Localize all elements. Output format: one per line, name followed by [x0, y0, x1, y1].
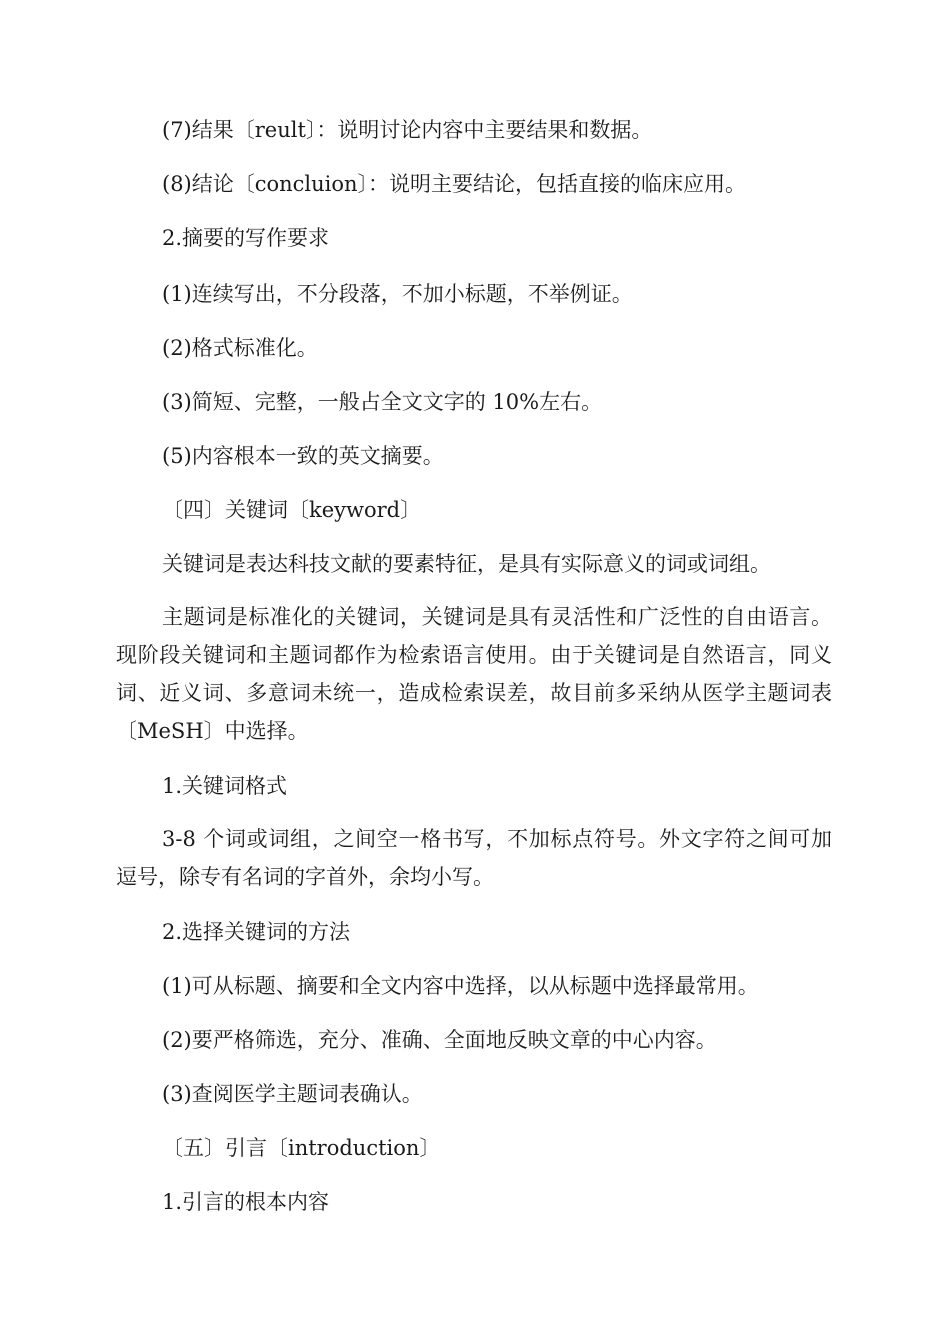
section-introduction-heading: 〔五〕引言〔introduction〕 [162, 1136, 441, 1160]
heading-keyword-method: 2.选择关键词的方法 [162, 920, 351, 944]
keywords-definition: 关键词是表达科技文献的要素特征，是具有实际意义的词或词组。 [162, 552, 771, 576]
section-keywords-heading: 〔四〕关键词〔keyword〕 [162, 498, 422, 522]
heading-keyword-format: 1.关键词格式 [162, 774, 288, 798]
heading-abstract-requirements: 2.摘要的写作要求 [162, 226, 330, 250]
method-2: (2)要严格筛选，充分、准确、全面地反映文章的中心内容。 [162, 1028, 717, 1052]
requirement-5: (5)内容根本一致的英文摘要。 [162, 444, 444, 468]
requirement-1: (1)连续写出，不分段落，不加小标题，不举例证。 [162, 282, 633, 306]
heading-introduction-content: 1.引言的根本内容 [162, 1190, 330, 1214]
method-3: (3)查阅医学主题词表确认。 [162, 1082, 423, 1106]
requirement-2: (2)格式标准化。 [162, 336, 318, 360]
item-conclusion: (8)结论〔concluion〕：说明主要结论，包括直接的临床应用。 [162, 172, 747, 196]
requirement-3: (3)简短、完整，一般占全文文字的 10%左右。 [162, 390, 603, 414]
item-results: (7)结果〔reult〕：说明讨论内容中主要结果和数据。 [162, 118, 653, 142]
method-1: (1)可从标题、摘要和全文内容中选择，以从标题中选择最常用。 [162, 974, 759, 998]
paragraph-keyword-format: 3-8 个词或词组，之间空一格书写，不加标点符号。外文字符之间可加逗号，除专有名词的字首外，余均小写。 [116, 827, 832, 889]
paragraph-mesh: 主题词是标准化的关键词，关键词是具有灵活性和广泛性的自由语言。现阶段关键词和主题词都作为检索语言使用。由于关键词是自然语言，同义词、近义词、多意词未统一，造成检索误差，故目前多采纳从医学主题词表〔MeSH〕中选择。 [116, 605, 832, 743]
